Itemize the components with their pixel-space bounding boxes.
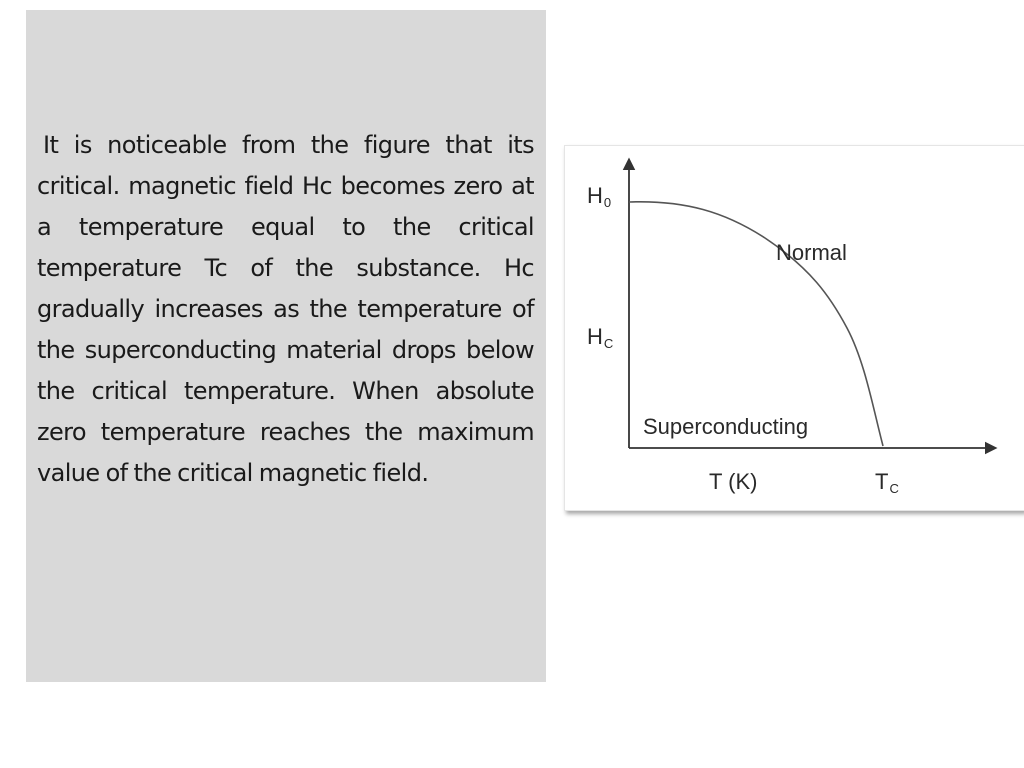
y-label-h0 <box>587 183 611 210</box>
y-label-h0-main: H <box>587 183 603 208</box>
body-paragraph: It is noticeable from the figure that its critical. magnetic field Hc becomes zero at a temperature equal to the critical temperature Tc of the substance. Hc gradually increases as the temperature of the superconducting material drops below the critical temperature. When absolute zero temperature reaches the maximum value of the critical magnetic field. <box>37 131 534 487</box>
y-label-h0-sub: 0 <box>603 195 612 210</box>
region-label-normal: Normal <box>776 240 847 265</box>
x-tick-label-tc-main: T <box>875 469 889 494</box>
region-label-superconducting: Superconducting <box>643 414 809 439</box>
x-tick-label-tc-sub: C <box>889 481 899 496</box>
y-label-hc <box>587 324 613 351</box>
x-tick-label-tc <box>875 469 899 496</box>
x-axis-label: T (K) <box>709 469 758 494</box>
critical-field-diagram <box>565 146 1024 510</box>
y-label-hc-main: H <box>587 324 603 349</box>
diagram-svg <box>565 146 1024 510</box>
y-label-hc-sub: C <box>603 336 614 351</box>
critical-field-curve <box>629 202 883 446</box>
text-panel <box>26 10 546 682</box>
